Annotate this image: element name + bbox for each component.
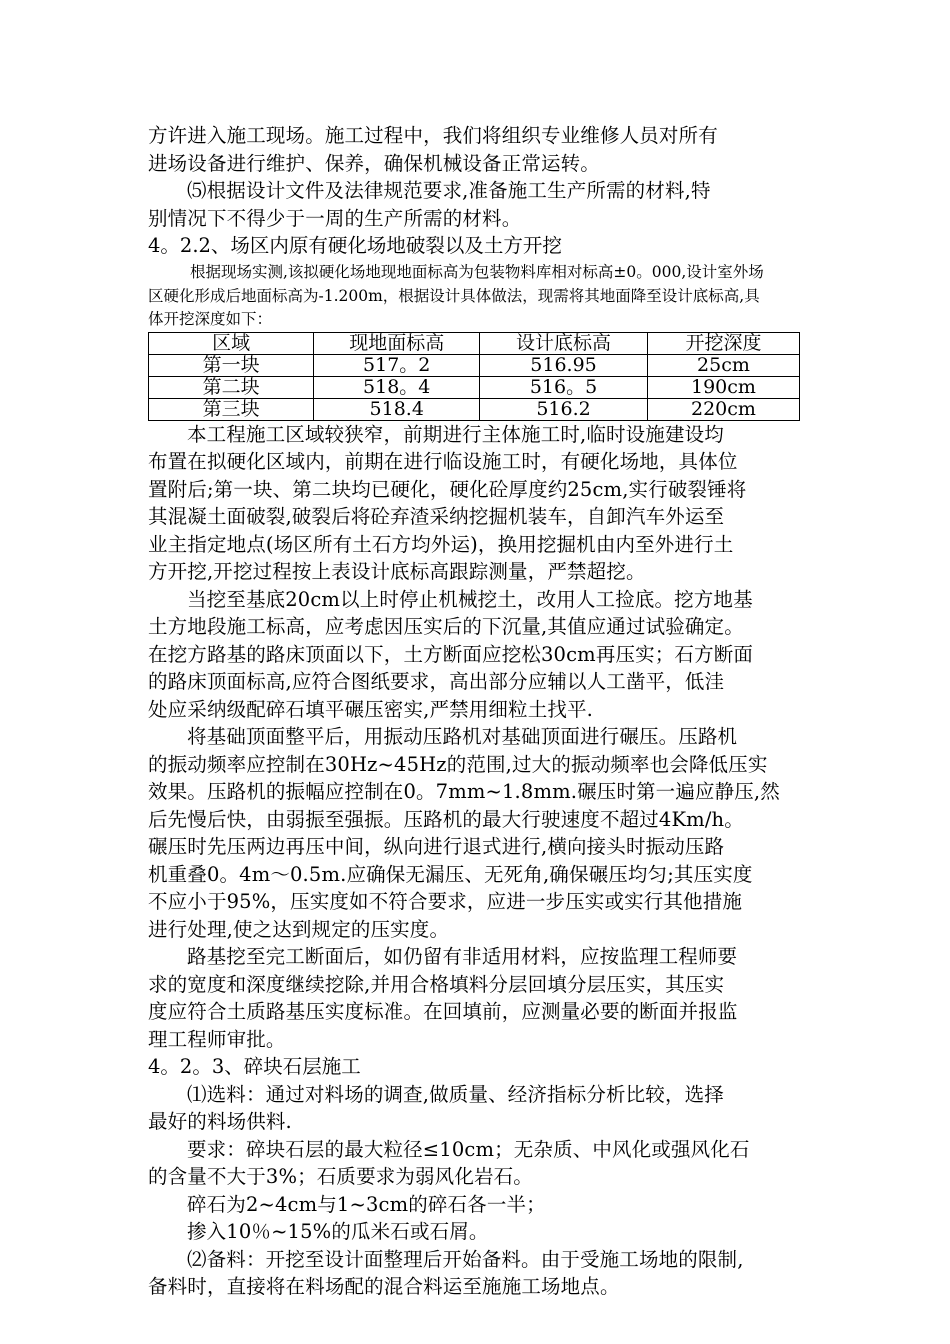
table-cell: 518。4 (314, 376, 480, 398)
paragraph (148, 177, 808, 232)
text-line: 方许进入施工现场。施工过程中，我们将组织专业维修人员对所有 (148, 124, 718, 147)
text-line: 掺入10％~15%的瓜米石或石屑。 (187, 1220, 489, 1243)
table-cell: 516。5 (480, 376, 648, 398)
text-line: 备料时，直接将在料场配的混合料运至施施工场地点。 (148, 1275, 620, 1298)
text-line: 最好的料场供料. (148, 1110, 292, 1133)
text-line: ⑸根据设计文件及法律规范要求,准备施工生产所需的材料,特 (187, 179, 711, 202)
paragraph (148, 723, 808, 943)
table-row (149, 354, 800, 376)
paragraph (148, 122, 808, 177)
text-line: 在挖方路基的路床顶面以下，土方断面应挖松30cm再压实；石方断面 (148, 642, 754, 666)
text-line: 理工程师审批。 (148, 1027, 286, 1051)
table-header-cell: 现地面标高 (314, 332, 480, 354)
text-line: 要求：碎块石层的最大粒径≤10cm；无杂质、中风化或强风化石 (187, 1137, 750, 1161)
text-line: 方开挖,开挖过程按上表设计底标高跟踪测量，严禁超挖。 (148, 560, 646, 583)
text-line: 将基础顶面整平后，用振动压路机对基础顶面进行碾压。压路机 (187, 725, 738, 748)
text-line: 进场设备进行维护、保养，确保机械设备正常运转。 (148, 151, 600, 175)
paragraph (148, 1246, 808, 1301)
text-line: 求的宽度和深度继续挖除,并用合格填料分层回填分层压实，其压实 (148, 972, 725, 996)
text-line: 别情况下不得少于一周的生产所需的材料。 (148, 206, 522, 230)
text-line: 效果。压路机的振幅应控制在0。7mm~1.8mm.碾压时第一遍应静压,然 (148, 780, 780, 803)
excavation-table (148, 332, 800, 421)
table-cell: 第三块 (149, 398, 314, 420)
text-line: 碾压时先压两边再压中间，纵向进行退式进行,横向接头时振动压路 (148, 835, 725, 858)
table-cell: 220cm (647, 398, 799, 420)
document-page (148, 122, 808, 1301)
table-header-cell: 区域 (149, 332, 314, 354)
table-cell: 516.2 (480, 398, 648, 420)
text-line: 的振动频率应控制在30Hz~45Hz的范围,过大的振动频率也会降低压实 (148, 752, 768, 776)
text-line: ⑴选料：通过对料场的调查,做质量、经济指标分析比较，选择 (187, 1082, 724, 1106)
text-line: 本工程施工区域较狭窄，前期进行主体施工时,临时设施建设均 (187, 422, 724, 446)
text-line: ⑵备料：开挖至设计面整理后开始备料。由于受施工场地的限制, (187, 1247, 744, 1271)
text-line: 区硬化形成后地面标高为-1.200m，根据设计具体做法，现需将其地面降至设计底标高,具 (148, 286, 760, 305)
text-line: 布置在拟硬化区域内，前期在进行临设施工时，有硬化场地，具体位 (148, 450, 738, 473)
survey-note (148, 260, 808, 330)
text-line: 置附后;第一块、第二块均已硬化，硬化砼厚度约25cm,实行破裂锤将 (148, 477, 747, 501)
text-line: 进行处理,使之达到规定的压实度。 (148, 917, 450, 941)
table-row (149, 376, 800, 398)
paragraph (148, 1136, 808, 1191)
table-cell: 第一块 (149, 354, 314, 376)
text-line: 路基挖至完工断面后，如仍留有非适用材料，应按监理工程师要 (187, 945, 738, 968)
table-cell: 190cm (647, 376, 799, 398)
text-line: 当挖至基底20cm以上时停止机械挖土，改用人工捡底。挖方地基 (187, 587, 753, 611)
text-line: 业主指定地点(场区所有土石方均外运)，换用挖掘机由内至外进行土 (148, 532, 734, 556)
text-line: 后先慢后快，由弱振至强振。压路机的最大行驶速度不超过4Km/h。 (148, 807, 744, 831)
text-line: 其混凝土面破裂,破裂后将砼弃渣采纳挖掘机装车，自卸汽车外运至 (148, 505, 725, 528)
text-line: 的含量不大于3%；石质要求为弱风化岩石。 (148, 1165, 533, 1188)
text-line: 处应采纳级配碎石填平碾压密实,严禁用细粒土找平. (148, 697, 593, 721)
text-line: 度应符合土质路基压实度标准。在回填前，应测量必要的断面并报监 (148, 1000, 738, 1023)
table-cell: 516.95 (480, 354, 648, 376)
table-cell: 25cm (647, 354, 799, 376)
text-line: 体开挖深度如下： (148, 309, 273, 328)
text-line: 不应小于95%，压实度如不符合要求，应进一步压实或实行其他措施 (148, 890, 742, 913)
paragraph (148, 421, 808, 586)
table-header-row (149, 332, 800, 354)
text-line: 土方地段施工标高，应考虑因压实后的下沉量,其值应通过试验确定。 (148, 615, 744, 638)
text-line: 碎石为2~4cm与1~3cm的碎石各一半； (187, 1192, 546, 1216)
text-line: 根据现场实测,该拟硬化场地现地面标高为包装物料库相对标高±0。000,设计室外场 (190, 262, 764, 281)
table-cell: 517。2 (314, 354, 480, 376)
table-row (149, 398, 800, 420)
table-cell: 518.4 (314, 398, 480, 420)
section-heading: 4。2.2、场区内原有硬化场地破裂以及土方开挖 (148, 234, 562, 257)
table-header-cell: 开挖深度 (647, 332, 799, 354)
table-header-cell: 设计底标高 (480, 332, 648, 354)
paragraph (148, 1081, 808, 1136)
paragraph (148, 943, 808, 1053)
paragraph (148, 586, 808, 724)
section-heading: 4。2。3、碎块石层施工 (148, 1055, 361, 1078)
text-line: 的路床顶面标高,应符合图纸要求，高出部分应辅以人工凿平，低洼 (148, 670, 725, 693)
text-line: 机重叠0。4m～0.5m.应确保无漏压、无死角,确保碾压均匀;其压实度 (148, 862, 753, 886)
table-cell: 第二块 (149, 376, 314, 398)
